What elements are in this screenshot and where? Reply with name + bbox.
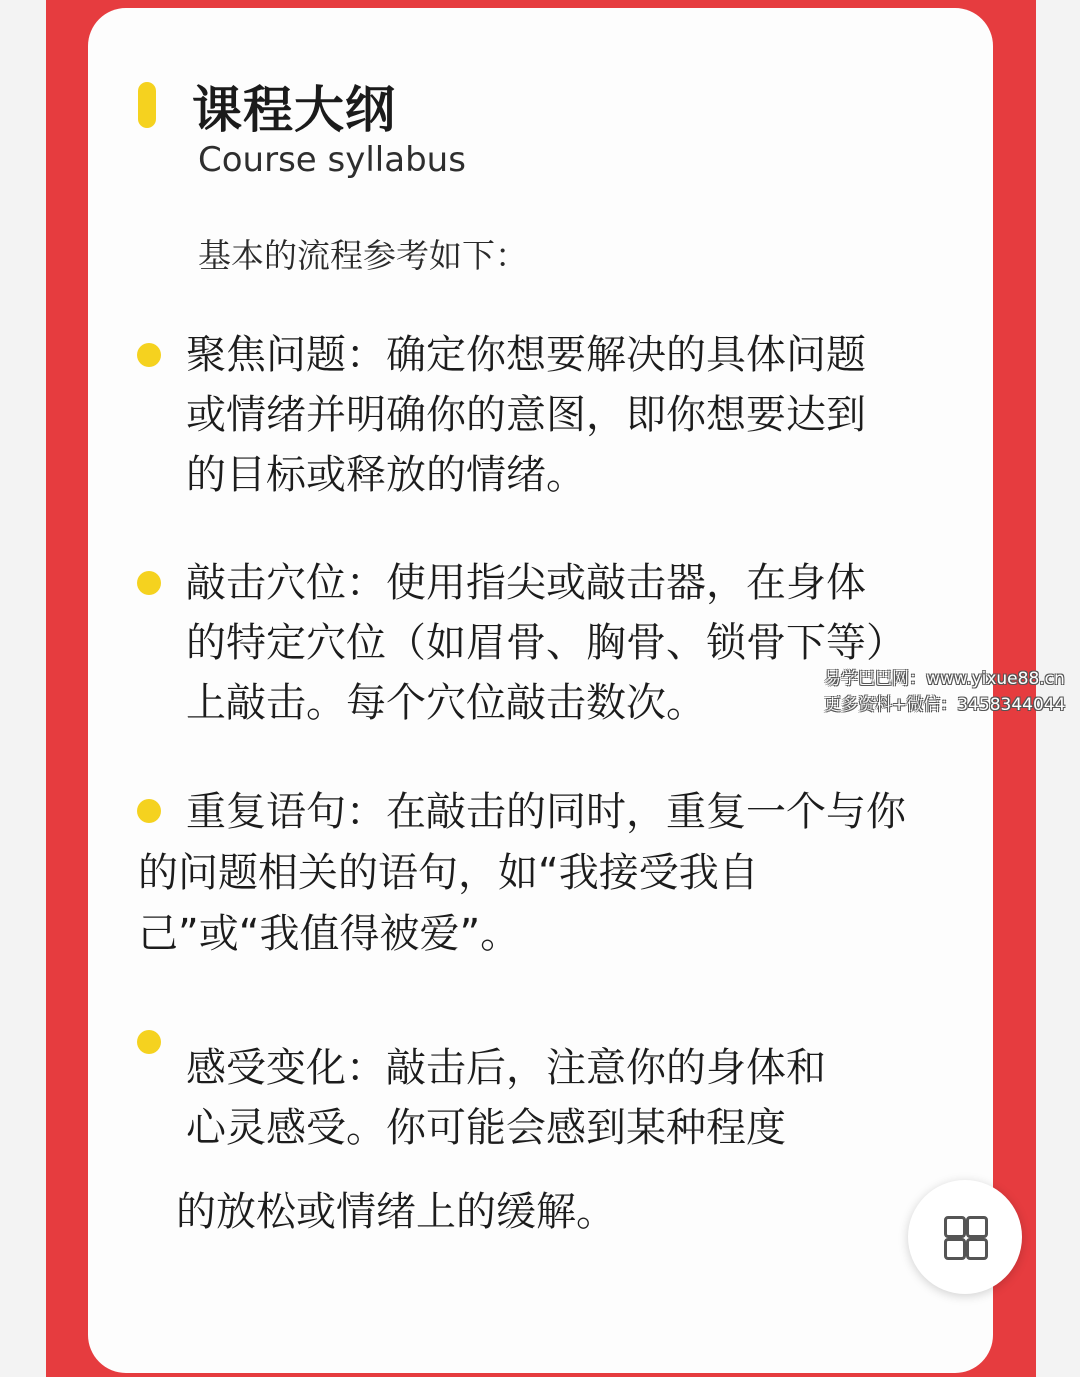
item-2-line-2: 的特定穴位（如眉骨、胸骨、锁骨下等） <box>186 620 906 666</box>
page-title: 课程大纲 <box>192 81 396 139</box>
bullet-dot <box>137 343 161 367</box>
item-3-line-3: 己”或“我值得被爱”。 <box>138 911 521 957</box>
item-2-line-3: 上敲击。每个穴位敲击数次。 <box>186 680 706 726</box>
item-2-line-1: 敲击穴位：使用指尖或敲击器，在身体 <box>186 560 866 606</box>
item-4-line-2: 心灵感受。你可能会感到某种程度 <box>186 1105 786 1151</box>
page-subtitle: Course syllabus <box>198 140 466 180</box>
watermark-line-1: 易学巴巴网：www.yixue88.cn <box>824 669 1065 689</box>
item-1-line-2: 或情绪并明确你的意图，即你想要达到 <box>186 392 866 438</box>
watermark-line-2: 更多资料+微信：3458344044 <box>824 695 1066 715</box>
bullet-dot <box>137 1030 161 1054</box>
bullet-dot <box>137 799 161 823</box>
title-accent-bar <box>138 82 156 128</box>
item-4-line-3: 的放松或情绪上的缓解。 <box>176 1189 616 1235</box>
item-3-line-1: 重复语句：在敲击的同时，重复一个与你 <box>186 789 906 835</box>
item-1-line-1: 聚焦问题：确定你想要解决的具体问题 <box>186 332 866 378</box>
item-3-line-2: 的问题相关的语句，如“我接受我自 <box>138 850 759 896</box>
bullet-dot <box>137 571 161 595</box>
intro-text: 基本的流程参考如下： <box>198 236 528 275</box>
menu-fab-button[interactable] <box>908 1180 1022 1294</box>
item-1-line-3: 的目标或释放的情绪。 <box>186 452 586 498</box>
item-4-line-1: 感受变化：敲击后，注意你的身体和 <box>186 1045 826 1091</box>
